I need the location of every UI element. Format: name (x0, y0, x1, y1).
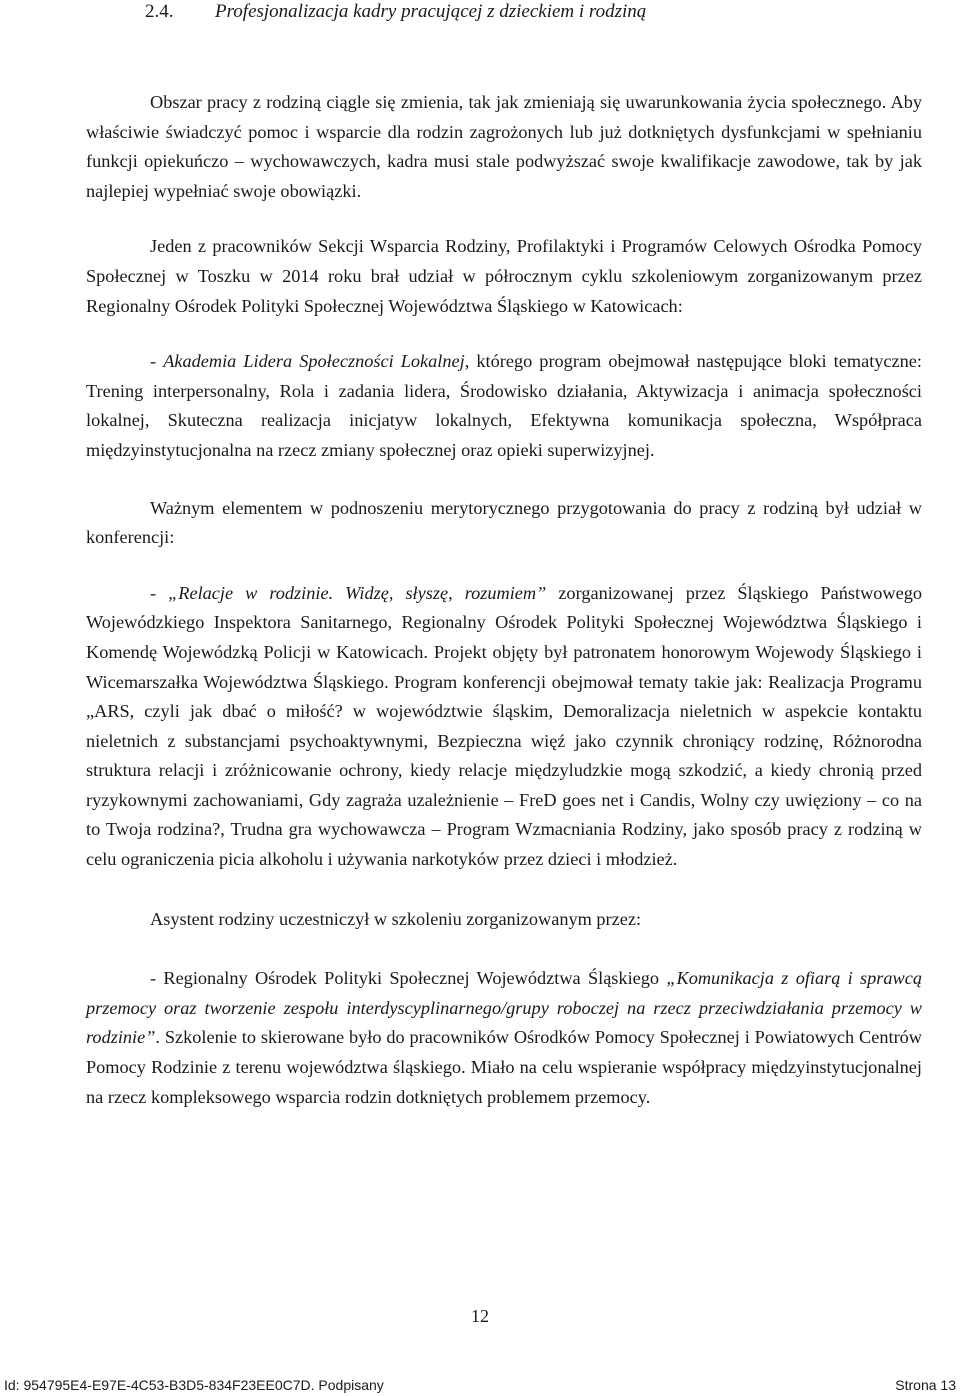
footer (0, 1374, 960, 1396)
conference-description: zorganizowanej przez Śląskiego Państwowego Wojewódzkiego Inspektora Sanitarnego, Regionalny Ośrodek Polityki Społecznej Województwa Śląskiego i Komendę Wojewódzką Policji w Katowicach. Projekt objęty był patronatem honorowym Wojewody Śląskiego i Wicemarszałka Województwa Śląskiego. Program konferencji obejmował tematy takie jak: Realizacja Programu „ARS, czyli jak dbać o miłość? w województwie śląskim, Demoralizacja nieletnich w aspekcie kontaktu nieletnich z substancjami psychoaktywnymi, Bezpieczna więź jako czynnik chroniący rodzinę, Różnorodna struktura relacji i zróżnicowanie ochrony, kiedy relacje międzyludzkie mogą szkodzić, a kiedy chronią przed ryzykownymi zachowaniami, Gdy zagraża uzależnienie – FreD goes net i Candis, Wolny czy uwięziony – co na to Twoja rodzina?, Trudna gra wychowawcza – Program Wzmacniania Rodziny, jako sposób pracy z rodziną w celu ograniczenia picia alkoholu i używania narkotyków przez dzieci i młodzież. (86, 582, 923, 870)
list-dash: - (150, 582, 169, 603)
document-body (86, 88, 922, 1112)
document-id: Id: 954795E4-E97E-4C53-B3D5-834F23EE0C7D. Podpisany (4, 1377, 384, 1393)
page-number: 12 (471, 1306, 489, 1326)
paragraph-conference-intro: Ważnym elementem w podnoszeniu merytorycznego przygotowania do pracy z rodziną był udział w konferencji: (86, 497, 922, 548)
paragraph-training-cycle: Jeden z pracowników Sekcji Wsparcia Rodziny, Profilaktyki i Programów Celowych Ośrodka Pomocy Społecznej w Toszku w 2014 roku brał udział w półrocznym cyklu szkoleniowym zorganizowanym przez Regionalny Ośrodek Polityki Społecznej Województwa Śląskiego w Katowicach: (86, 236, 922, 316)
training-description: . Szkolenie to skierowane było do pracowników Ośrodków Pomocy Społecznej i Powiatowych Centrów Pomocy Rodzinie z terenu województwa śląskiego. Miało na celu wspieranie współpracy międzyinstytucjonalnej na rzecz kompleksowego wsparcia rodzin dotkniętych problemem przemocy. (86, 1027, 922, 1107)
training-organizer: - Regionalny Ośrodek Polityki Społecznej Województwa Śląskiego (150, 968, 667, 989)
list-item-assistant-training (86, 964, 922, 1112)
paragraph-intro: Obszar pracy z rodziną ciągle się zmienia, tak jak zmieniają się uwarunkowania życia społecznego. Aby właściwie świadczyć pomoc i wsparcie dla rodzin zagrożonych lub już dotkniętych dysfunkcjami w spełnianiu funkcji opiekuńczo – wychowawczych, kadra musi stale podwyższać swoje kwalifikacje zawodowe, tak by jak najlepiej wypełniać swoje obowiązki. (86, 92, 922, 201)
section-number: 2.4. (145, 1, 174, 22)
academy-description: , którego program obejmował następujące bloki tematyczne: Trening interpersonalny, Rola i zadania lidera, Środowisko działania, Aktywizacja i animacja społeczności lokalnej, Skuteczna realizacja inicjatyw lokalnych, Efektywna komunikacja społeczna, Współpraca międzyinstytucjonalna na rzecz zmiany społecznej oraz opieki superwizyjnej. (86, 351, 922, 460)
conference-name: „Relacje w rodzinie. Widzę, słyszę, rozumiem” (168, 582, 547, 603)
paragraph-assistant: Asystent rodziny uczestniczył w szkoleniu zorganizowanym przez: (150, 908, 642, 929)
list-dash: - (150, 351, 164, 372)
sheet-number: Strona 13 (895, 1377, 956, 1393)
list-item-conference (86, 579, 922, 875)
academy-name: Akademia Lidera Społeczności Lokalnej (163, 351, 465, 372)
section-heading (145, 0, 646, 24)
training-name: „Komunikacja z ofiarą i sprawcą przemocy oraz tworzenie zespołu interdyscyplinarnego/grupy roboczej na rzecz przeciwdziałania przemocy w rodzinie” (86, 968, 923, 1048)
list-item-academy (86, 347, 922, 465)
section-title: Profesjonalizacja kadry pracującej z dzieckiem i rodziną (215, 1, 647, 22)
